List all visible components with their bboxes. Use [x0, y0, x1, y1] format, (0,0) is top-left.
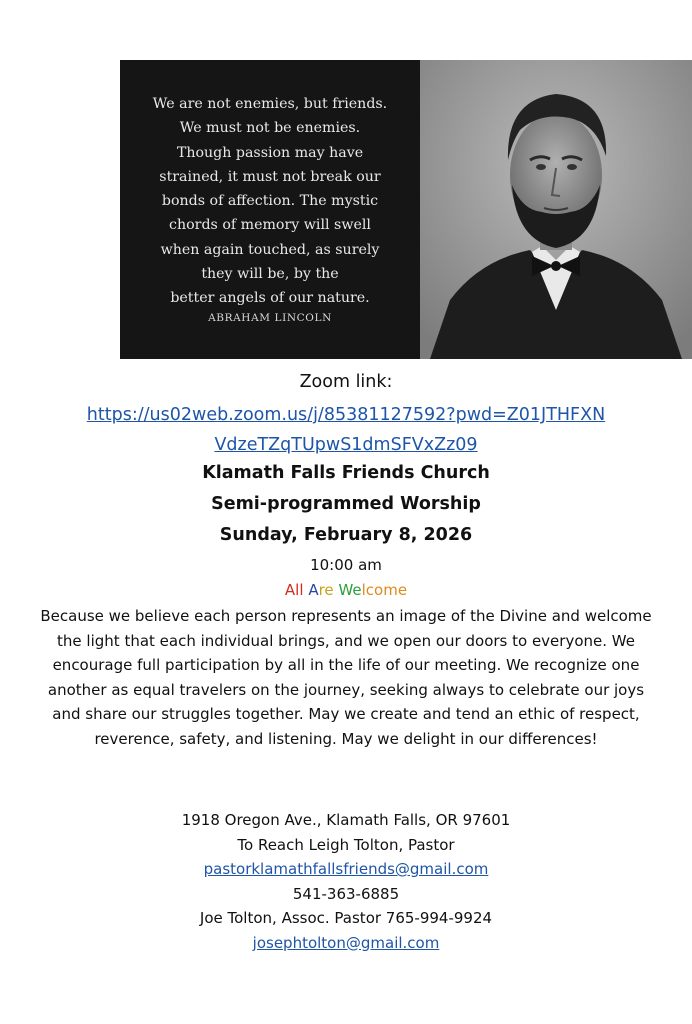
- pastor-phone: 541-363-6885: [292, 884, 400, 903]
- quote-line: Though passion may have: [176, 144, 364, 161]
- welcome-statement: Because we believe each person represents an image of the Divine and welcome the light that each individual brings, and we open our doors to everyone. We encourage full participation by all in the life of our meeting. We recognize one another as equal travelers on the journey, seeking always to celebrate our joys and share our struggles together. May we create and tend an ethic of respect, reverence, safety, and listening. May we delight in our differences!: [40, 607, 652, 748]
- service-date: Sunday, February 8, 2026: [219, 525, 473, 545]
- zoom-label: Zoom link:: [299, 372, 393, 392]
- lincoln-quote-banner: [120, 60, 692, 359]
- welcome-word: lcome: [361, 581, 408, 599]
- lincoln-portrait: [420, 60, 692, 359]
- assoc-pastor: Joe Tolton, Assoc. Pastor 765-994-9924: [199, 909, 493, 927]
- pastor-reach-label: To Reach Leigh Tolton, Pastor: [237, 835, 455, 854]
- quote-line: We must not be enemies.: [179, 120, 361, 137]
- welcome-word: We: [338, 581, 362, 599]
- welcome-banner: [0, 581, 692, 599]
- quote-line: chords of memory will swell: [169, 217, 371, 234]
- contact-block: [0, 808, 692, 955]
- quote-line: We are not enemies, but friends.: [152, 96, 388, 112]
- zoom-link-line[interactable]: VdzeTZqTUpwS1dmSFVxZz09: [214, 435, 478, 455]
- quote-line: when again touched, as surely: [160, 241, 380, 258]
- quote-line: they will be, by the: [201, 266, 339, 283]
- service-time: 10:00 am: [310, 556, 382, 574]
- quote-panel: [120, 60, 420, 359]
- welcome-word: A: [308, 581, 319, 599]
- service-type: Semi-programmed Worship: [211, 494, 481, 514]
- church-name: Klamath Falls Friends Church: [202, 463, 490, 483]
- quote-line: bonds of affection. The mystic: [161, 193, 379, 210]
- zoom-link-line[interactable]: https://us02web.zoom.us/j/85381127592?pwd=Z01JTHFXN: [86, 405, 606, 425]
- quote-author: ABRAHAM LINCOLN: [208, 312, 332, 324]
- welcome-word: re: [318, 581, 334, 599]
- assoc-email-link[interactable]: josephtolton@gmail.com: [252, 933, 440, 952]
- church-address: 1918 Oregon Ave., Klamath Falls, OR 97601: [181, 811, 511, 829]
- quote-line: better angels of our nature.: [170, 290, 370, 307]
- quote-text: [120, 92, 420, 311]
- welcome-word: All: [284, 581, 304, 599]
- quote-line: strained, it must not break our: [159, 168, 381, 185]
- pastor-email-link[interactable]: pastorklamathfallsfriends@gmail.com: [203, 860, 489, 878]
- zoom-link[interactable]: [0, 400, 692, 460]
